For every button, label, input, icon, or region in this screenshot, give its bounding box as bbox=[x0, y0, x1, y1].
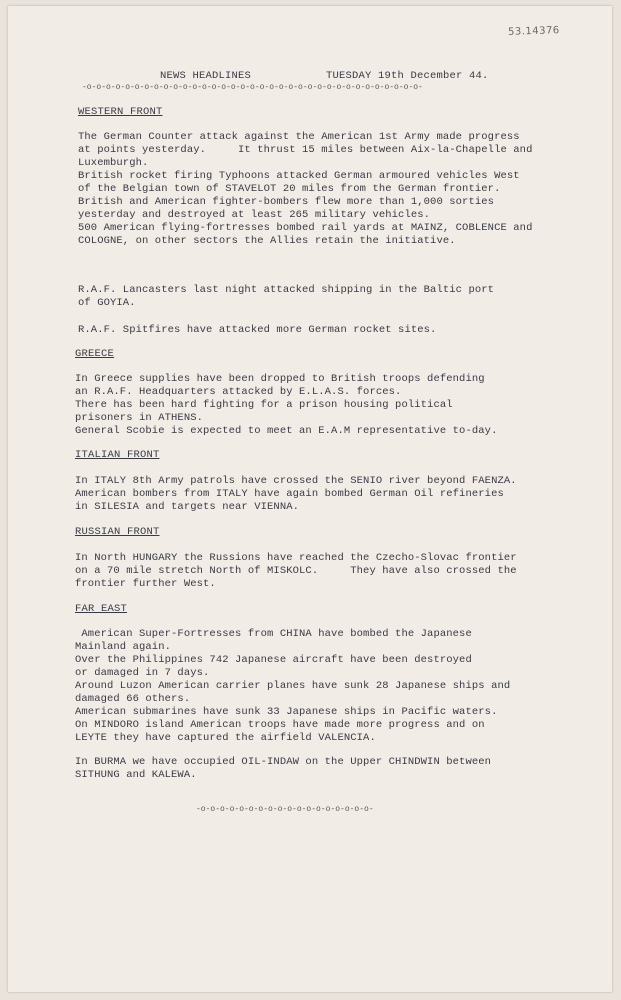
section-heading-western-front: WESTERN FRONT bbox=[78, 106, 163, 118]
section-heading-greece: GREECE bbox=[75, 348, 115, 360]
page-date: TUESDAY 19th December 44. bbox=[326, 70, 489, 82]
section-heading-far-east: FAR EAST bbox=[75, 603, 128, 615]
section-heading-russian-front: RUSSIAN FRONT bbox=[75, 526, 160, 538]
italian-front-paragraph-1: In ITALY 8th Army patrols have crossed the SENIO river beyond FAENZA. American bombers from ITALY have again bombed German Oil refineries in SILESIA and targets near VIENNA. bbox=[75, 475, 517, 513]
section-heading-italian-front: ITALIAN FRONT bbox=[75, 449, 160, 461]
far-east-paragraph-1: American Super-Fortresses from CHINA have bombed the Japanese Mainland again. Over the Philippines 742 Japanese aircraft have been destroyed or damaged in 7 days. Around Luzon American carrier planes have sunk 28 Japanese ships and damaged 66 others. American submarines have sunk 33 Japanese ships in Pacific waters. On MINDORO island American troops have made more progress and on LEYTE they have captured the airfield VALENCIA. bbox=[75, 628, 511, 744]
page-title: NEWS HEADLINES bbox=[160, 70, 252, 82]
document-page bbox=[8, 6, 612, 992]
reference-number: 53.14376 bbox=[507, 25, 560, 38]
western-front-paragraph-1: The German Counter attack against the American 1st Army made progress at points yesterday. It thrust 15 miles between Aix-la-Chapelle and Luxemburgh. British rocket firing Typhoons attacked German armoured vehicles West of the Belgian town of STAVELOT 20 miles from the German frontier. British and American fighter-bombers flew more than 1,000 sorties yesterday and destroyed at least 265 military vehicles. 500 American flying-fortresses bombed rail yards at MAINZ, COBLENCE and COLOGNE, on other sectors the Allies retain the initiative. bbox=[78, 131, 533, 247]
divider-bottom: -o-o-o-o-o-o-o-o-o-o-o-o-o-o-o-o-o-o- bbox=[196, 805, 374, 814]
greece-paragraph-1: In Greece supplies have been dropped to British troops defending an R.A.F. Headquarters attacked by E.L.A.S. forces. There has been hard fighting for a prison housing political prisoners in ATHENS. General Scobie is expected to meet an E.A.M representative to-day. bbox=[75, 373, 498, 437]
western-front-paragraph-2: R.A.F. Lancasters last night attacked shipping in the Baltic port of GOYIA. bbox=[78, 284, 495, 309]
russian-front-paragraph-1: In North HUNGARY the Russions have reached the Czecho-Slovac frontier on a 70 mile stretch North of MISKOLC. They have also crossed the frontier further West. bbox=[75, 552, 517, 590]
western-front-paragraph-3: R.A.F. Spitfires have attacked more German rocket sites. bbox=[78, 324, 437, 336]
divider-top: -o-o-o-o-o-o-o-o-o-o-o-o-o-o-o-o-o-o-o-o-o-o-o-o-o-o-o-o-o-o-o-o-o-o-o- bbox=[82, 83, 423, 92]
far-east-paragraph-2: In BURMA we have occupied OIL-INDAW on the Upper CHINDWIN between SITHUNG and KALEWA. bbox=[75, 756, 492, 781]
